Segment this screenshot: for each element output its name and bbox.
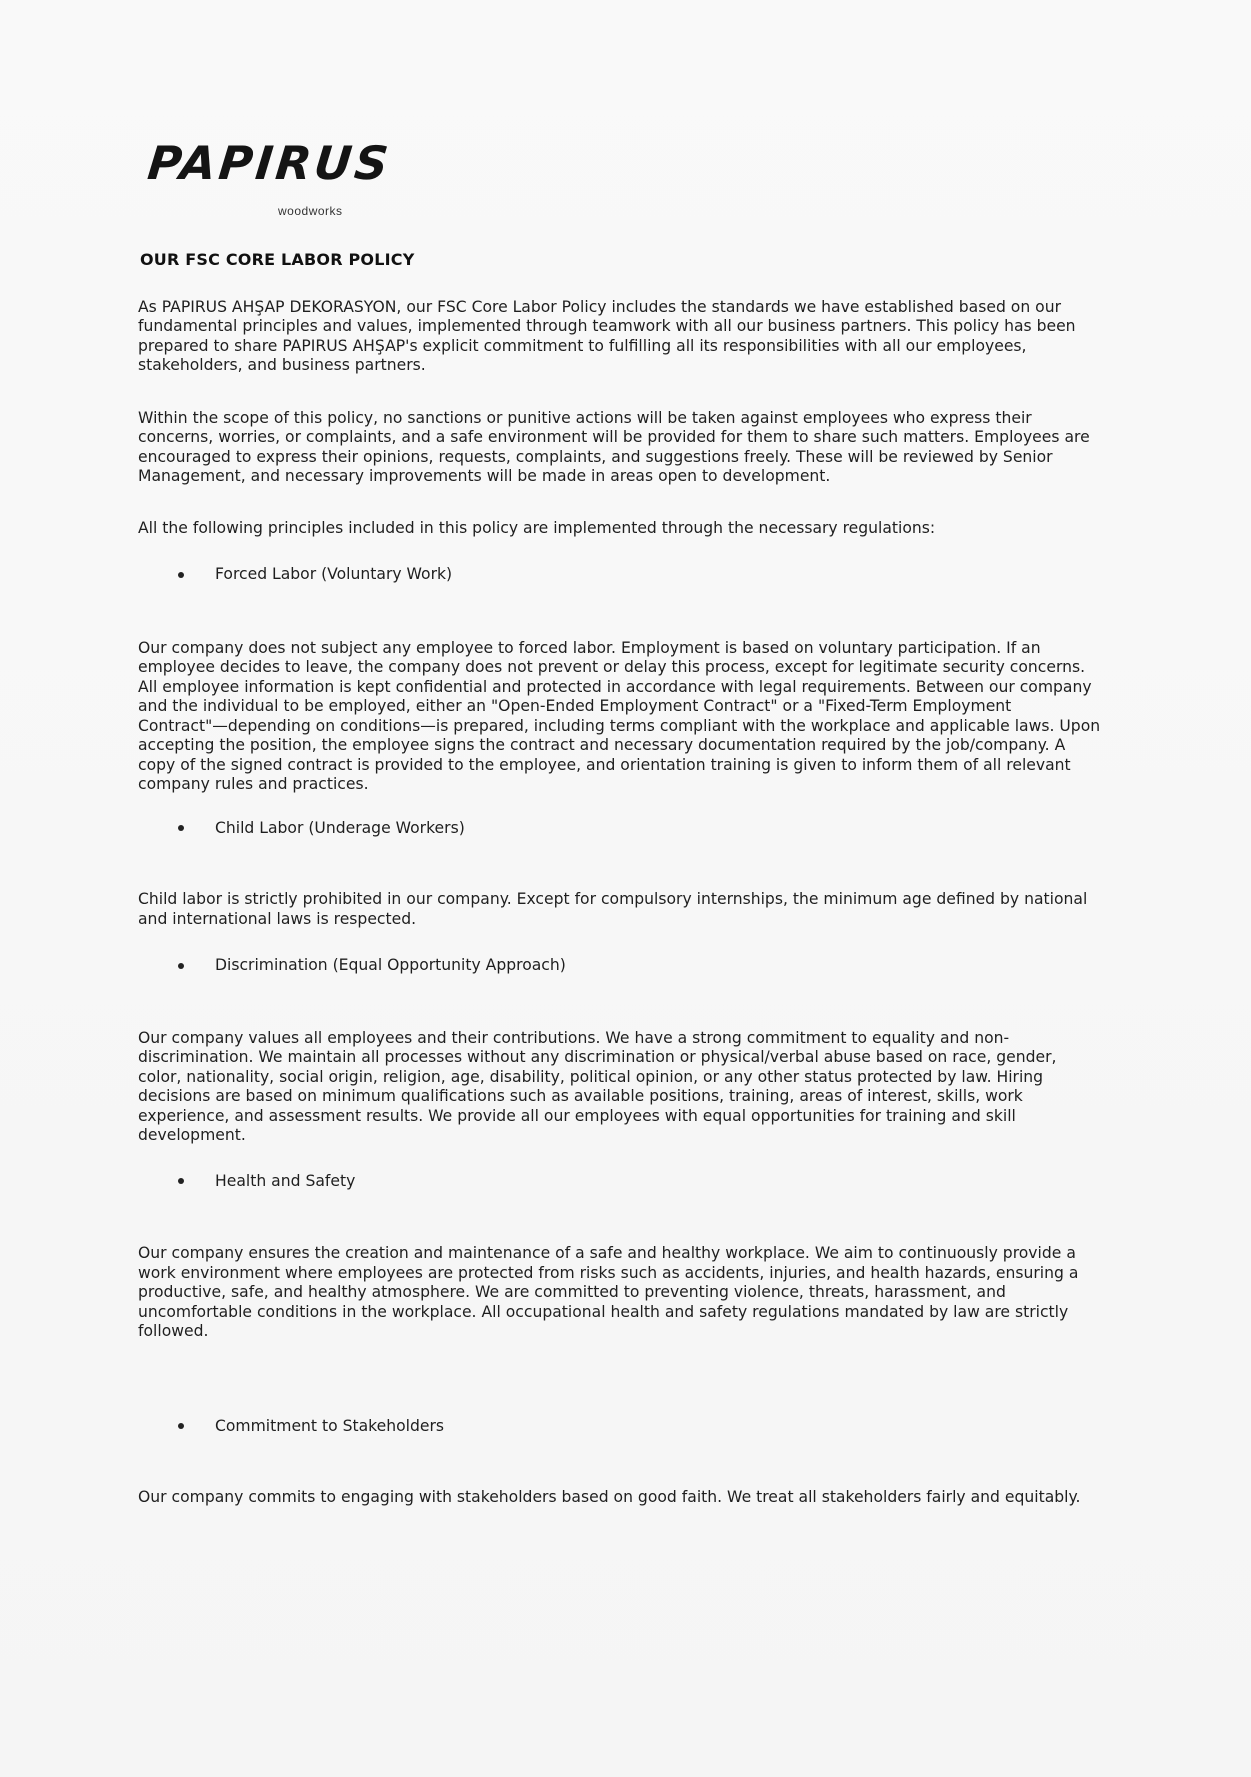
bullet-icon <box>178 1423 184 1429</box>
section-heading <box>138 956 1103 976</box>
section-health-safety <box>138 1172 1103 1342</box>
section-heading-text: Forced Labor (Voluntary Work) <box>215 565 453 583</box>
lead-paragraph: All the following principles included in this policy are implemented through the necessary regulations: <box>138 518 936 537</box>
scope-paragraph: Within the scope of this policy, no sanctions or punitive actions will be taken against employees who express their concerns, worries, or complaints, and a safe environment will be provided for them to share such matters. Employees are encouraged to express their opinions, requests, complaints, and suggestions freely. These will be reviewed by Senior Management, and necessary improvements will be made in areas open to development. <box>138 408 1090 485</box>
logo-subtitle: woodworks <box>278 204 343 218</box>
section-paragraph: Child labor is strictly prohibited in our company. Except for compulsory internships, the minimum age defined by national and international laws is respected. <box>138 890 1088 928</box>
document-title: OUR FSC CORE LABOR POLICY <box>140 250 415 269</box>
policy-content <box>138 250 1103 1508</box>
section-paragraph: Our company commits to engaging with stakeholders based on good faith. We treat all stakeholders fairly and equitably. <box>138 1488 1081 1506</box>
section-discrimination <box>138 956 1103 1146</box>
section-heading <box>138 819 1103 839</box>
section-stakeholders <box>138 1417 1103 1508</box>
section-heading-text: Commitment to Stakeholders <box>215 1416 445 1435</box>
section-heading <box>138 565 1103 585</box>
company-logo <box>145 136 394 218</box>
bullet-icon <box>178 963 184 969</box>
section-heading-text: Discrimination (Equal Opportunity Approach) <box>215 956 566 974</box>
section-heading-text: Health and Safety <box>215 1171 356 1190</box>
logo-wordmark: PAPIRUS <box>145 136 394 190</box>
section-forced-labor <box>138 565 1103 795</box>
section-paragraph: Our company values all employees and their contributions. We have a strong commitment to equality and non-discrimination. We maintain all processes without any discrimination or physical/verbal abuse based on race, gender, color, nationality, social origin, religion, age, disability, political opinion, or any other status protected by law. Hiring decisions are based on minimum qualifications such as available positions, training, areas of interest, skills, work experience, and assessment results. We provide all our employees with equal opportunities for training and skill development. <box>138 1028 1057 1144</box>
bullet-icon <box>178 1178 184 1184</box>
section-heading <box>138 1417 1103 1437</box>
section-paragraph: Our company does not subject any employee to forced labor. Employment is based on voluntary participation. If an employee decides to leave, the company does not prevent or delay this process, except for legitimate security concerns. All employee information is kept confidential and protected in accordance with legal requirements. Between our company and the individual to be employed, either an "Open-Ended Employment Contract" or a "Fixed-Term Employment Contract"—depending on conditions—is prepared, including terms compliant with the workplace and applicable laws. Upon accepting the position, the employee signs the contract and necessary documentation required by the job/company. A copy of the signed contract is provided to the employee, and orientation training is given to inform them of all relevant company rules and practices. <box>138 638 1101 793</box>
bullet-icon <box>178 572 184 578</box>
intro-paragraph: As PAPIRUS AHŞAP DEKORASYON, our FSC Core Labor Policy includes the standards we have established based on our fundamental principles and values, implemented through teamwork with all our business partners. This policy has been prepared to share PAPIRUS AHŞAP's explicit commitment to fulfilling all its responsibilities with all our employees, stakeholders, and business partners. <box>138 297 1076 374</box>
section-heading <box>138 1172 1103 1192</box>
section-child-labor <box>138 819 1103 930</box>
section-heading-text: Child Labor (Underage Workers) <box>215 818 465 837</box>
section-paragraph: Our company ensures the creation and maintenance of a safe and healthy workplace. We aim to continuously provide a work environment where employees are protected from risks such as accidents, injuries, and health hazards, ensuring a productive, safe, and healthy atmosphere. We are committed to preventing violence, threats, harassment, and uncomfortable conditions in the workplace. All occupational health and safety regulations mandated by law are strictly followed. <box>138 1244 1079 1340</box>
bullet-icon <box>178 825 184 831</box>
